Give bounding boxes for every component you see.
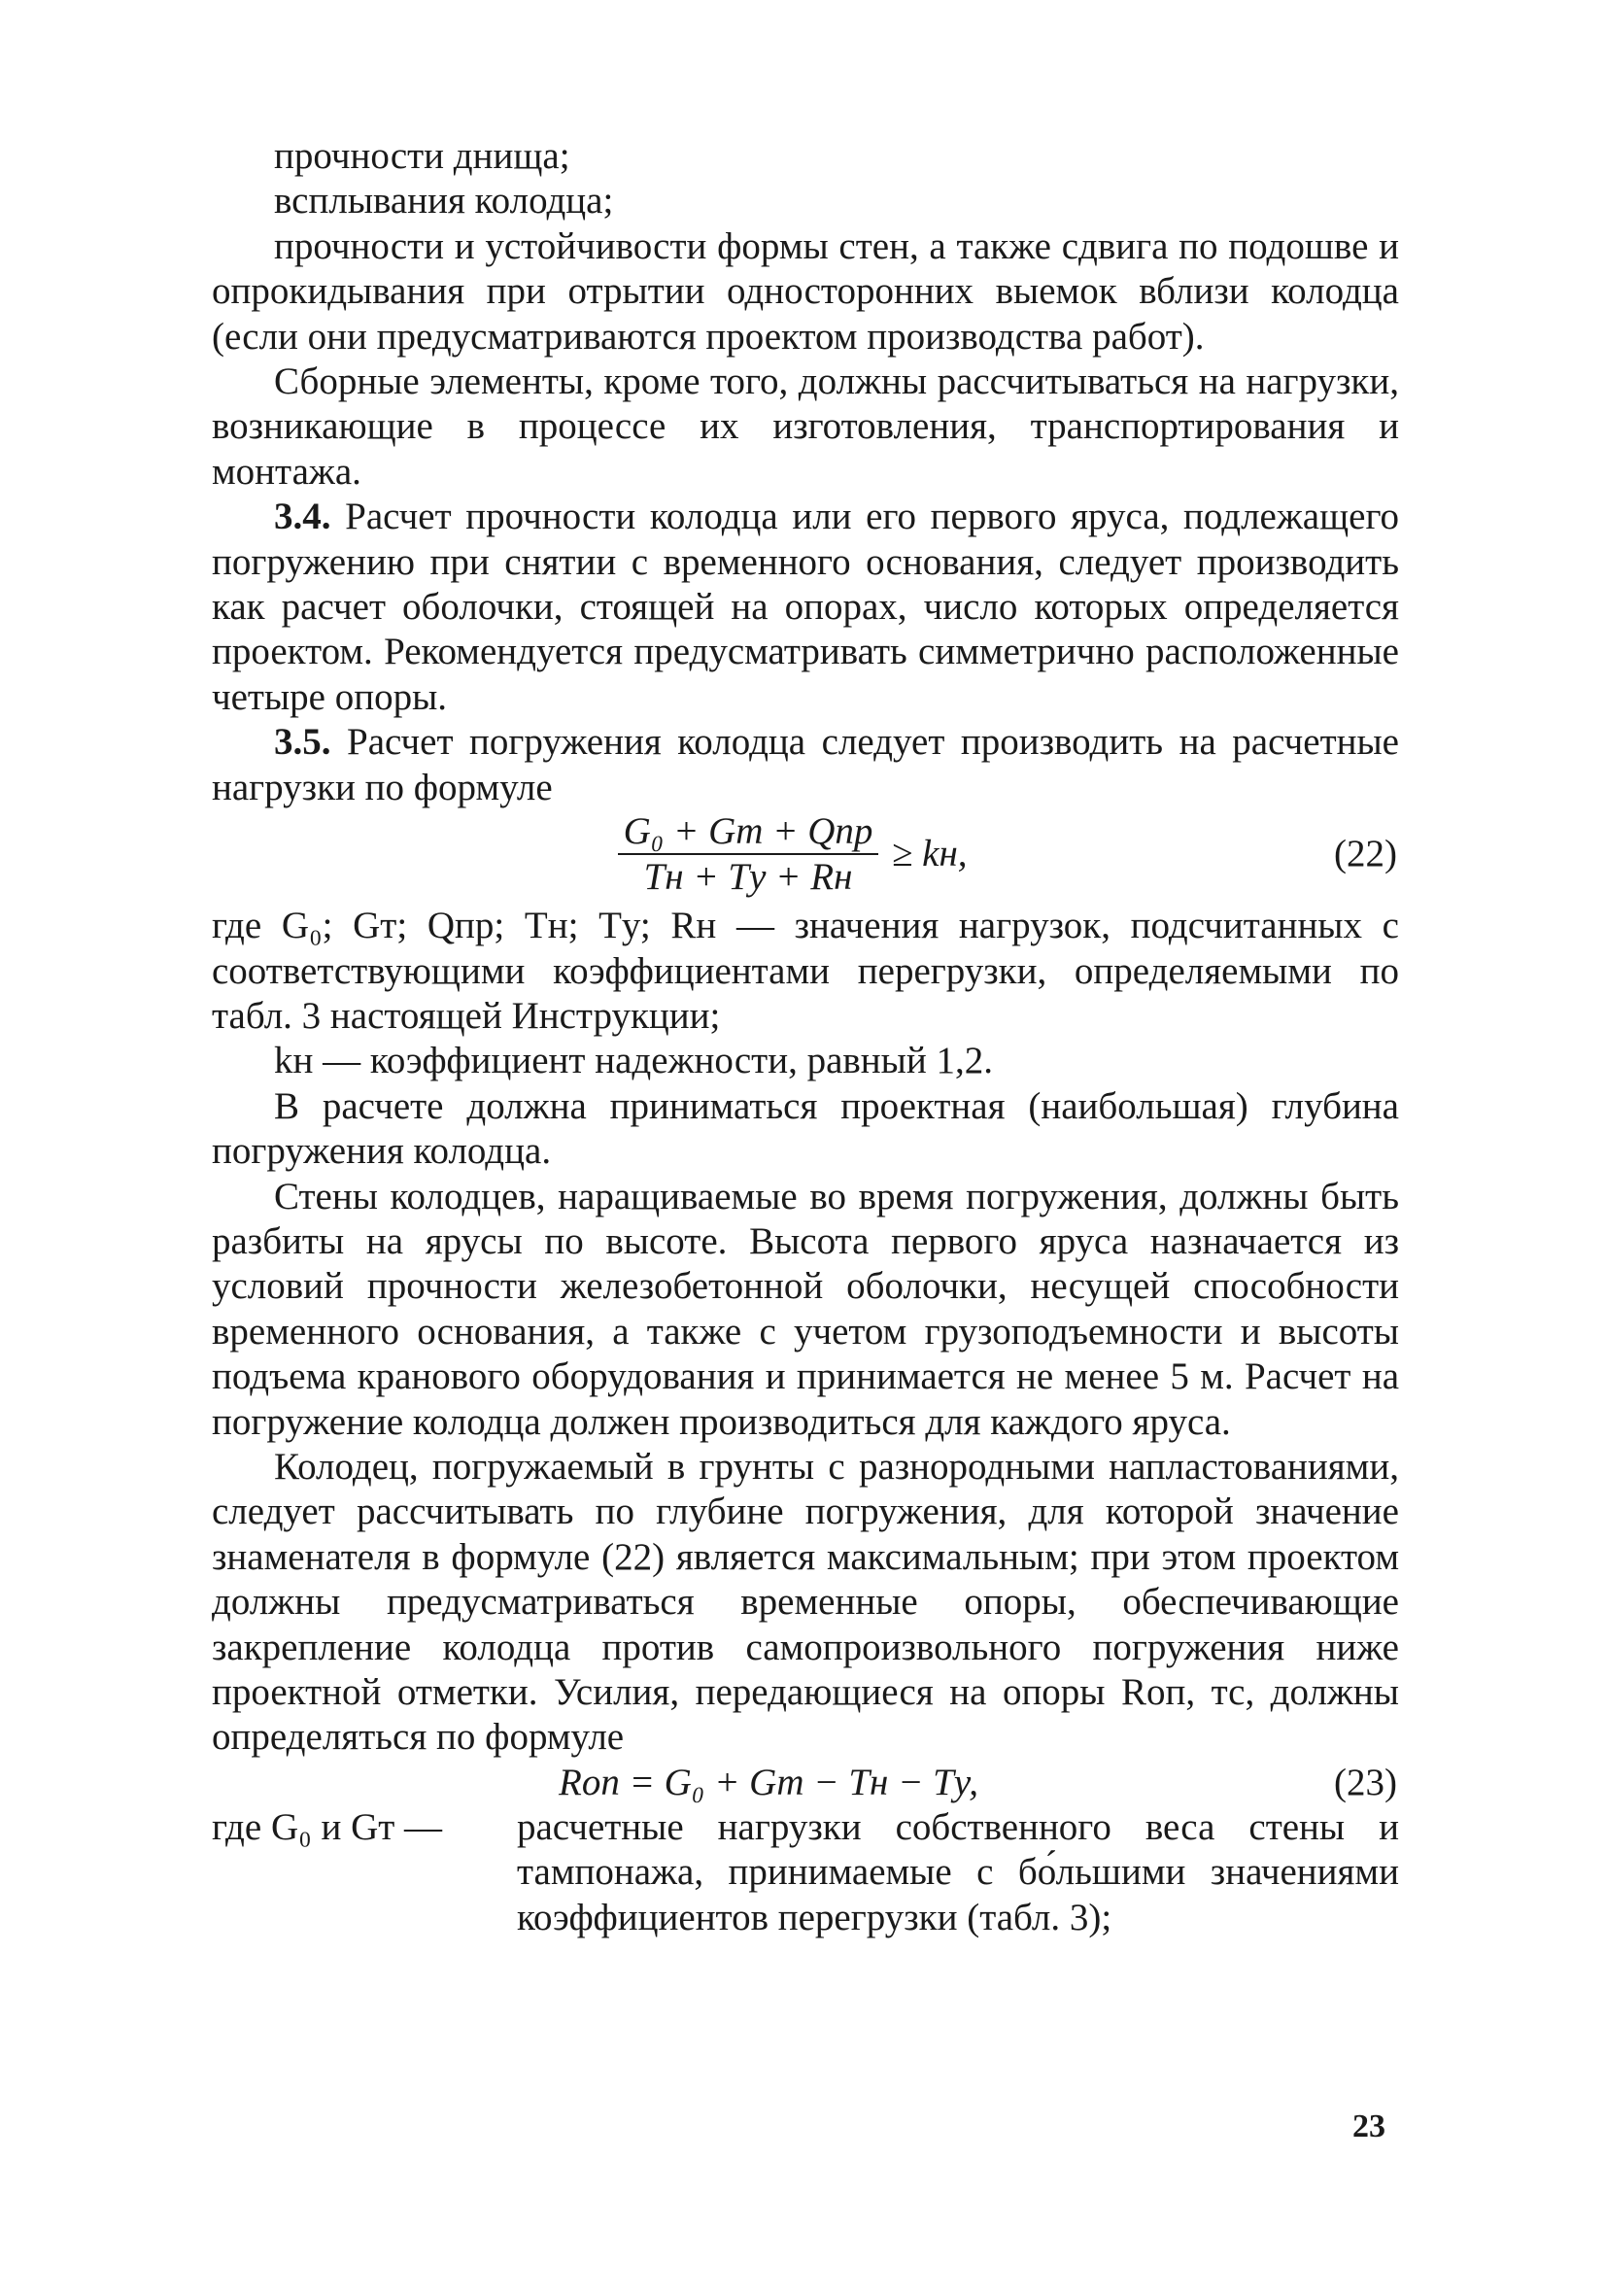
paragraph: прочности днища; bbox=[274, 135, 570, 177]
definition-label: где G₀ и Gт — bbox=[212, 1805, 443, 1848]
paragraph-3-4 bbox=[212, 495, 1399, 720]
paragraph: kн — коэффициент надежности, равный 1,2. bbox=[274, 1040, 993, 1082]
paragraph: В расчете должна приниматься проектная (наибольшая) глубина погружения колодца. bbox=[212, 1084, 1399, 1173]
equation-number: (23) bbox=[1334, 1761, 1397, 1803]
paragraph: Сборные элементы, кроме того, должны рассчитываться на нагрузки, возникающие в процессе их изготовления, транспортирования и монтажа. bbox=[212, 360, 1399, 493]
formula-fraction bbox=[618, 810, 878, 900]
definition-item bbox=[212, 1805, 1399, 1940]
formula-relation: ≥ kн, bbox=[892, 833, 968, 875]
section-number: 3.4. bbox=[274, 496, 331, 538]
paragraph: Стены колодцев, наращиваемые во время погружения, должны быть разбиты на ярусы по высоте. Высота первого яруса назначается из условий прочности железобетонной оболочки, несущей способности временного основания, а также с учетом грузоподъемности и высоты подъема кранового оборудования и принимается не менее 5 м. Расчет на погружение колодца должен производиться для каждого яруса. bbox=[212, 1175, 1399, 1443]
paragraph: Колодец, погружаемый в грунты с разнородными напластованиями, следует рассчитывать по глубине погружения, для которой значение знаменателя в формуле (22) является максимальным; при этом проектом должны предусматриваться временные опоры, обеспечивающие закрепление колодца против самопроизвольного погружения ниже проектной отметки. Усилия, передающиеся на опоры Rоп, тс, должны определяться по формуле bbox=[212, 1445, 1399, 1759]
paragraph-3-5 bbox=[212, 720, 1399, 810]
paragraph-text: Расчет погружения колодца следует производить на расчетные нагрузки по формуле bbox=[212, 721, 1399, 808]
paragraph: всплывания колодца; bbox=[274, 180, 614, 223]
paragraph-text: Расчет прочности колодца или его первого яруса, подлежащего погружению при снятии с временного основания, следует производить как расчет оболочки, стоящей на опорах, число которых определяется проектом. Рекомендуется предусматривать симметрично расположенные четыре опоры. bbox=[212, 496, 1399, 718]
definition-text: расчетные нагрузки собственного веса стены и тампонажа, принимаемые с бо́льшими значениями коэффициентов перегрузки (табл. 3); bbox=[517, 1805, 1399, 1938]
formula-numerator: G₀ + Gт + Qпр bbox=[618, 810, 878, 855]
formula-denominator: Tн + Tу + Rн bbox=[643, 856, 853, 899]
section-number: 3.5. bbox=[274, 721, 331, 764]
page-number: 23 bbox=[1352, 2108, 1385, 2144]
formula-23 bbox=[212, 1761, 1399, 1805]
paragraph: где G₀; Gт; Qпр; Tн; Tу; Rн — значения нагрузок, подсчитанных с соответствующими коэффициентами перегрузки, определяемыми по табл. 3 настоящей Инструкции; bbox=[212, 905, 1399, 1037]
equation-number: (22) bbox=[1334, 833, 1397, 875]
formula-expression: Rоп = G₀ + Gт − Tн − Tу, bbox=[559, 1761, 978, 1803]
formula-22 bbox=[212, 810, 1399, 904]
paragraph: прочности и устойчивости формы стен, а также сдвига по подошве и опрокидывания при отрытии односторонних выемок вблизи колодца (если они предусматриваются проектом производства работ). bbox=[212, 224, 1399, 358]
body-text bbox=[212, 134, 1399, 1940]
